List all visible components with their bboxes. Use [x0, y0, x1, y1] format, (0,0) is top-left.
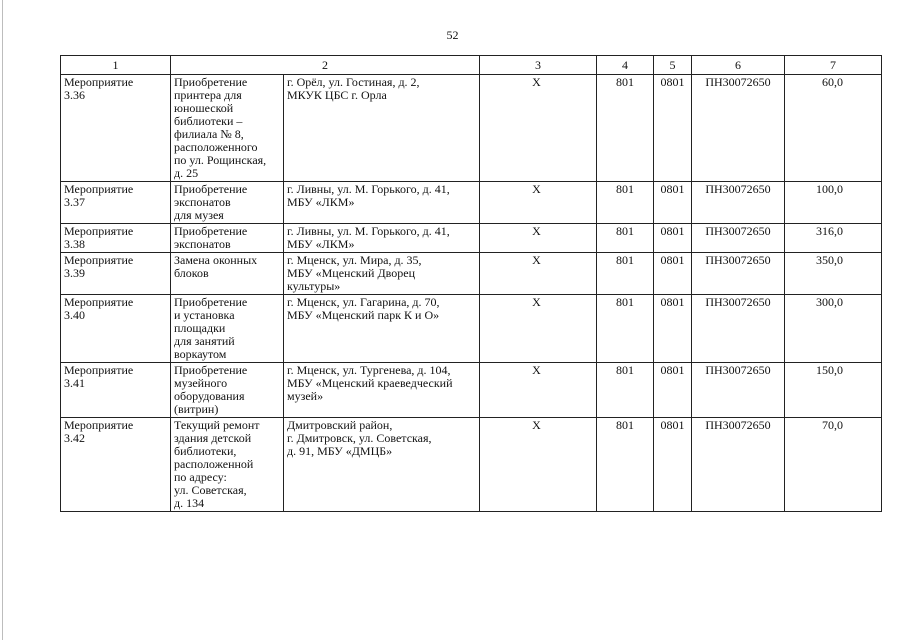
col3-cell: Х [480, 418, 597, 512]
event-cell: Мероприятие 3.40 [61, 295, 171, 363]
budget-table [60, 55, 882, 512]
item-cell: Приобретение музейного оборудования (витрин) [171, 363, 284, 418]
col5-cell: 0801 [654, 363, 692, 418]
col3-cell: Х [480, 182, 597, 224]
col4-cell: 801 [597, 295, 654, 363]
table-header-row [61, 56, 882, 75]
col6-cell: ПН30072650 [692, 253, 785, 295]
event-cell: Мероприятие 3.38 [61, 224, 171, 253]
col5-cell: 0801 [654, 182, 692, 224]
header-col-7: 7 [785, 56, 882, 75]
col4-cell: 801 [597, 182, 654, 224]
col7-cell: 60,0 [785, 75, 882, 182]
table-row [61, 75, 882, 182]
event-cell: Мероприятие 3.41 [61, 363, 171, 418]
col4-cell: 801 [597, 363, 654, 418]
event-cell: Мероприятие 3.39 [61, 253, 171, 295]
header-col-4: 4 [597, 56, 654, 75]
col6-cell: ПН30072650 [692, 363, 785, 418]
col3-cell: Х [480, 363, 597, 418]
item-cell: Замена оконных блоков [171, 253, 284, 295]
event-cell: Мероприятие 3.36 [61, 75, 171, 182]
address-cell: г. Орёл, ул. Гостиная, д. 2, МКУК ЦБС г. Орла [284, 75, 480, 182]
header-col-6: 6 [692, 56, 785, 75]
col5-cell: 0801 [654, 75, 692, 182]
table-row [61, 253, 882, 295]
table-row [61, 418, 882, 512]
item-cell: Приобретение экспонатов [171, 224, 284, 253]
header-col-1: 1 [61, 56, 171, 75]
table-row [61, 182, 882, 224]
col7-cell: 100,0 [785, 182, 882, 224]
col7-cell: 70,0 [785, 418, 882, 512]
table-row [61, 295, 882, 363]
item-cell: Текущий ремонт здания детской библиотеки, расположенной по адресу: ул. Советская, д. 134 [171, 418, 284, 512]
col3-cell: Х [480, 224, 597, 253]
col3-cell: Х [480, 75, 597, 182]
col5-cell: 0801 [654, 253, 692, 295]
scan-edge-line [2, 0, 3, 640]
col6-cell: ПН30072650 [692, 418, 785, 512]
address-cell: Дмитровский район, г. Дмитровск, ул. Советская, д. 91, МБУ «ДМЦБ» [284, 418, 480, 512]
col7-cell: 300,0 [785, 295, 882, 363]
header-col-3: 3 [480, 56, 597, 75]
address-cell: г. Мценск, ул. Гагарина, д. 70, МБУ «Мценский парк К и О» [284, 295, 480, 363]
col5-cell: 0801 [654, 224, 692, 253]
col4-cell: 801 [597, 253, 654, 295]
item-cell: Приобретение экспонатов для музея [171, 182, 284, 224]
col3-cell: Х [480, 295, 597, 363]
address-cell: г. Мценск, ул. Мира, д. 35, МБУ «Мценский Дворец культуры» [284, 253, 480, 295]
page-number: 52 [446, 28, 459, 42]
col7-cell: 150,0 [785, 363, 882, 418]
event-cell: Мероприятие 3.42 [61, 418, 171, 512]
col6-cell: ПН30072650 [692, 75, 785, 182]
col5-cell: 0801 [654, 295, 692, 363]
table-row [61, 363, 882, 418]
event-cell: Мероприятие 3.37 [61, 182, 171, 224]
col3-cell: Х [480, 253, 597, 295]
col4-cell: 801 [597, 75, 654, 182]
address-cell: г. Ливны, ул. М. Горького, д. 41, МБУ «ЛКМ» [284, 182, 480, 224]
address-cell: г. Ливны, ул. М. Горького, д. 41, МБУ «ЛКМ» [284, 224, 480, 253]
col6-cell: ПН30072650 [692, 295, 785, 363]
col7-cell: 316,0 [785, 224, 882, 253]
item-cell: Приобретение и установка площадки для занятий воркаутом [171, 295, 284, 363]
item-cell: Приобретение принтера для юношеской библиотеки – филиала № 8, расположенного по ул. Рощинская, д. 25 [171, 75, 284, 182]
header-col-2: 2 [171, 56, 480, 75]
col5-cell: 0801 [654, 418, 692, 512]
col6-cell: ПН30072650 [692, 182, 785, 224]
col7-cell: 350,0 [785, 253, 882, 295]
header-col-5: 5 [654, 56, 692, 75]
table-row [61, 224, 882, 253]
col4-cell: 801 [597, 224, 654, 253]
address-cell: г. Мценск, ул. Тургенева, д. 104, МБУ «Мценский краеведческий музей» [284, 363, 480, 418]
col4-cell: 801 [597, 418, 654, 512]
col6-cell: ПН30072650 [692, 224, 785, 253]
